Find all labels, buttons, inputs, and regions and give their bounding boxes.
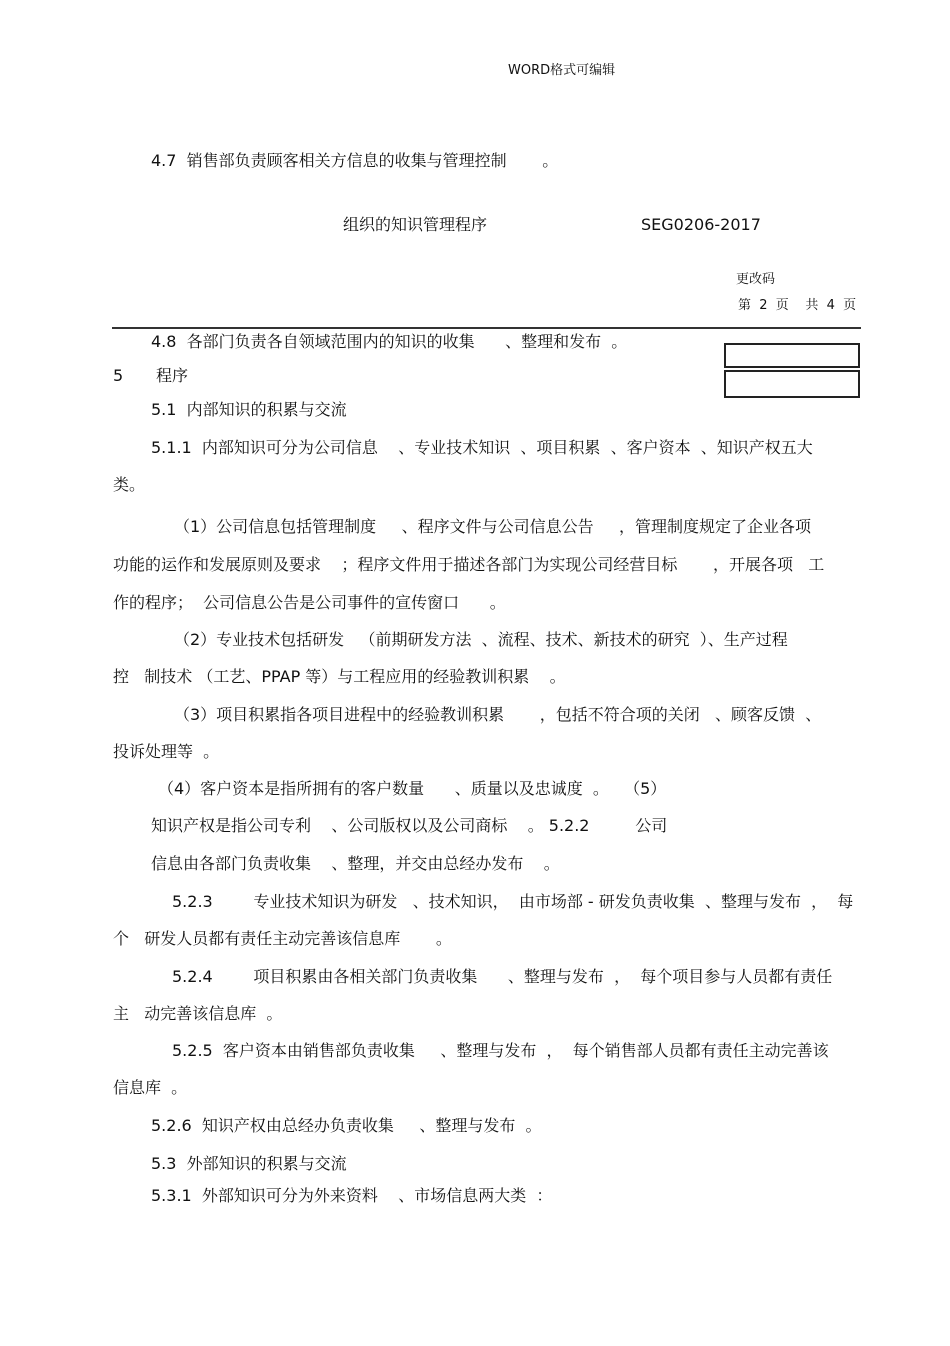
section-5-2-3-line1: 5.2.3 专业技术知识为研发 、技术知识， 由市场部 - 研发负责收集 、整理与发布 ， 每 xyxy=(172,892,854,911)
para-4: （4）客户资本是指所拥有的客户数量 、质量以及忠诚度 。 （5） xyxy=(158,779,667,798)
item-4-8: 4.8 各部门负责各自领域范围内的知识的收集 、整理和发布 。 xyxy=(151,332,628,351)
section-5-1-1-line1: 5.1.1 内部知识可分为公司信息 、专业技术知识 、项目积累 、客户资本 、知识产权五大 xyxy=(151,438,813,457)
section-5-3: 5.3 外部知识的积累与交流 xyxy=(151,1154,347,1173)
doc-code: SEG0206-2017 xyxy=(641,215,761,234)
section-5-3-1: 5.3.1 外部知识可分为外来资料 、市场信息两大类 ： xyxy=(151,1186,553,1205)
section-5-2-3-line2: 个 研发人员都有责任主动完善该信息库 。 xyxy=(113,929,452,948)
section-5-1-1-line2: 类。 xyxy=(113,475,146,494)
section-5-title: 程序 xyxy=(156,366,189,385)
para-3-line2: 投诉处理等 。 xyxy=(113,742,220,761)
change-code-box-top xyxy=(724,343,860,368)
watermark-header: WORD格式可编辑 xyxy=(508,63,616,78)
doc-title: 组织的知识管理程序 xyxy=(343,215,488,234)
section-5-2-5-line2: 信息库 。 xyxy=(113,1078,188,1097)
section-5-2-2: 信息由各部门负责收集 、整理，并交由总经办发布 。 xyxy=(151,854,560,873)
para-3-line1: （3）项目积累指各项目进程中的经验教训积累 ，包括不符合项的关闭 、顾客反馈 、 xyxy=(174,705,822,724)
para-5: 知识产权是指公司专利 、公司版权以及公司商标 。 5.2.2 公司 xyxy=(151,816,668,835)
section-5-number: 5 xyxy=(113,366,124,385)
change-code-box-bottom xyxy=(724,370,860,398)
change-code-label: 更改码 xyxy=(736,272,776,287)
para-2-line1: （2）专业技术包括研发 （前期研发方法 、流程、技术、新技术的研究 ）、生产过程 xyxy=(174,630,788,649)
header-rule xyxy=(112,327,861,329)
section-5-2-6: 5.2.6 知识产权由总经办负责收集 、整理与发布 。 xyxy=(151,1116,542,1135)
para-1-line1: （1）公司信息包括管理制度 、程序文件与公司信息公告 ，管理制度规定了企业各项 xyxy=(174,517,812,536)
item-4-7: 4.7 销售部负责顾客相关方信息的收集与管理控制 。 xyxy=(151,151,559,170)
para-2-line2: 控 制技术 （工艺、PPAP 等）与工程应用的经验教训积累 。 xyxy=(113,667,566,686)
section-5-2-4-line2: 主 动完善该信息库 。 xyxy=(113,1004,283,1023)
section-5-2-5-line1: 5.2.5 客户资本由销售部负责收集 、整理与发布 ， 每个销售部人员都有责任主动完善该 xyxy=(172,1041,829,1060)
page-info: 第 2 页 共 4 页 xyxy=(738,298,857,313)
section-5-2-4-line1: 5.2.4 项目积累由各相关部门负责收集 、整理与发布 ， 每个项目参与人员都有责任 xyxy=(172,967,833,986)
para-1-line3: 作的程序； 公司信息公告是公司事件的宣传窗口 。 xyxy=(113,593,506,612)
para-1-line2: 功能的运作和发展原则及要求 ；程序文件用于描述各部门为实现公司经营目标 ，开展各项 工 xyxy=(113,555,825,574)
section-5-1: 5.1 内部知识的积累与交流 xyxy=(151,400,347,419)
